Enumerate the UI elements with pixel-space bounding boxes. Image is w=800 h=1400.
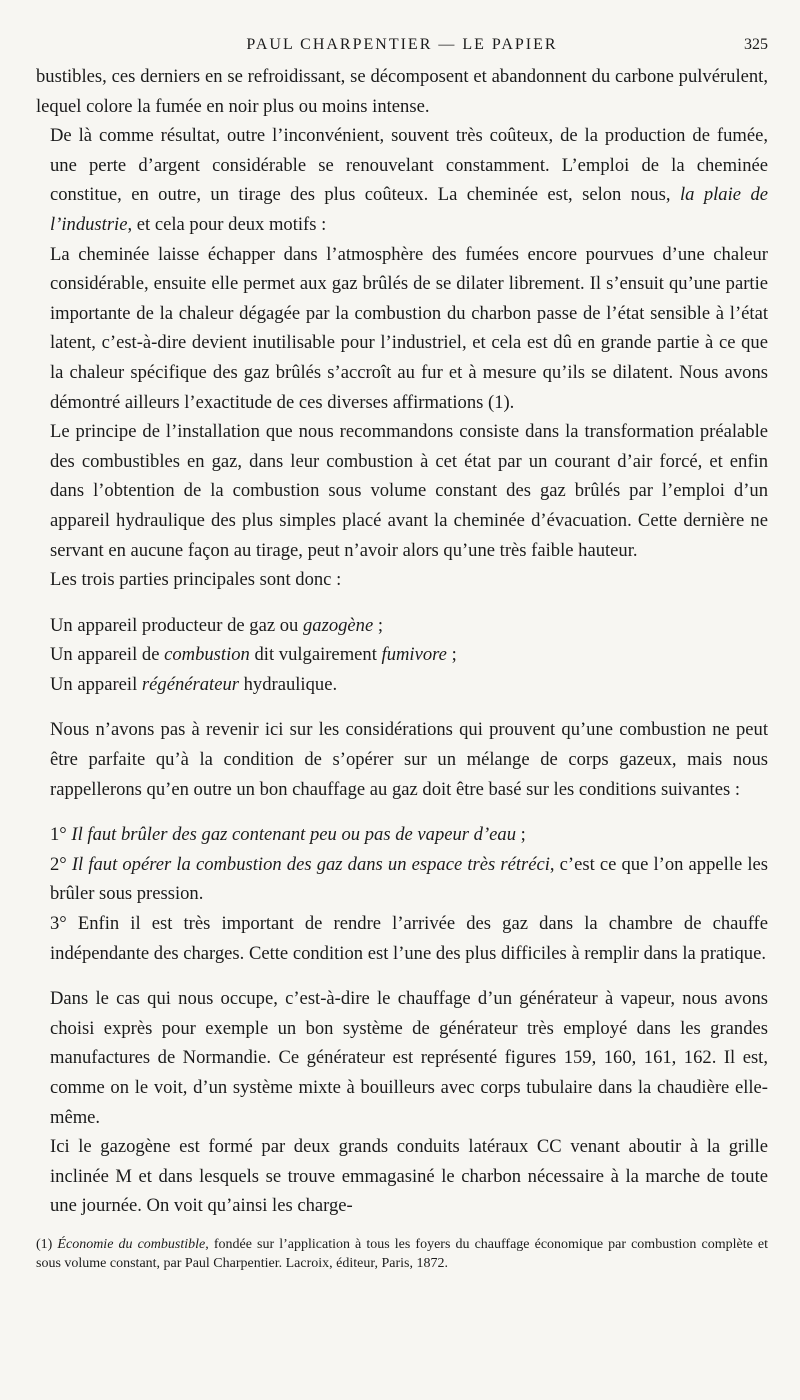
body-text bbox=[36, 62, 768, 1221]
footnote-text: , fondée sur l’application à tous les foyers du chauffage économique par combustion complète et sous volume constant, par Paul Charpentier. Lacroix, éditeur, Paris, 1872. bbox=[36, 1236, 769, 1271]
list-item: Un appareil régénérateur hydraulique. bbox=[50, 673, 338, 695]
paragraph: Le principe de l’installation que nous recommandons consiste dans la transformation préalable des combustibles en gaz, dans leur combustion à cet état par un courant d’air forcé, et enfin dans l’obtention de la combustion sous volume constant des gaz brûlés par l’emploi d’un appareil hydraulique des plus simples placé avant la cheminée d’évacuation. Cette dernière ne servant en aucune façon au tirage, peut n’avoir alors qu’une très faible hauteur. bbox=[50, 421, 768, 561]
apparatus-list bbox=[36, 611, 768, 700]
paragraph: Les trois parties principales sont donc : bbox=[50, 569, 342, 591]
paragraph: La cheminée laisse échapper dans l’atmosphère des fumées encore pourvues d’une chaleur considérable, ensuite elle permet aux gaz brûlés de se dilater librement. Il s’ensuit qu’une partie importante de la chaleur dégagée par la combustion du charbon passe de l’état sensible à l’état latent, c’est-à-dire devient inutilisable pour l’industriel, et cela est dû en grande partie à ce que la chaleur spécifique des gaz brûlés s’accroît au fur et à mesure qu’ils se dilatent. Nous avons démontré ailleurs l’exactitude de ces diverses affirmations (1). bbox=[50, 243, 768, 413]
running-head: PAUL CHARPENTIER — LE PAPIER bbox=[246, 36, 558, 53]
list-item: Un appareil de combustion dit vulgairement fumivore ; bbox=[50, 644, 457, 666]
page-header bbox=[36, 36, 768, 62]
page-number: 325 bbox=[744, 36, 768, 53]
conditions-list bbox=[36, 820, 768, 968]
paragraph: De là comme résultat, outre l’inconvénient, souvent très coûteux, de la production de fumée, une perte d’argent considérable se renouvelant constamment. L’emploi de la cheminée constitue, en outre, un tirage des plus coûteux. La cheminée est, selon nous, la plaie de l’industrie, et cela pour deux motifs : bbox=[50, 125, 768, 235]
footnote-title: Économie du combustible bbox=[57, 1236, 206, 1252]
paragraph: Ici le gazogène est formé par deux grands conduits latéraux CC venant aboutir à la grille inclinée M et dans lesquels se trouve emmagasiné le charbon nécessaire à la marche de toute une journée. On voit qu’ainsi les charge- bbox=[50, 1136, 768, 1217]
paragraph: Dans le cas qui nous occupe, c’est-à-dire le chauffage d’un générateur à vapeur, nous avons choisi exprès pour exemple un bon système de générateur très employé dans les grandes manufactures de Normandie. Ce générateur est représenté figures 159, 160, 161, 162. Il est, comme on le voit, d’un système mixte à bouilleurs avec corps tubulaire dans la chaudière elle-même. bbox=[50, 988, 768, 1128]
footnote-mark: (1) bbox=[36, 1236, 53, 1252]
paragraph: bustibles, ces derniers en se refroidissant, se décomposent et abandonnent du carbone pulvérulent, lequel colore la fumée en noir plus ou moins intense. bbox=[36, 66, 768, 117]
condition-item: 1° Il faut brûler des gaz contenant peu ou pas de vapeur d’eau ; bbox=[50, 824, 526, 846]
footnote bbox=[36, 1235, 768, 1273]
condition-item: 2° Il faut opérer la combustion des gaz dans un espace très rétréci, c’est ce que l’on appelle les brûler sous pression. bbox=[50, 853, 769, 905]
paragraph: Nous n’avons pas à revenir ici sur les considérations qui prouvent qu’une combustion ne peut être parfaite qu’à la condition de s’opérer sur un mélange de corps gazeux, mais nous rappellerons qu’en outre un bon chauffage au gaz doit être basé sur les conditions suivantes : bbox=[50, 719, 768, 800]
list-item: Un appareil producteur de gaz ou gazogène ; bbox=[50, 614, 384, 636]
condition-item: 3° Enfin il est très important de rendre l’arrivée des gaz dans la chambre de chauffe indépendante des charges. Cette condition est l’une des plus difficiles à remplir dans la pratique. bbox=[50, 913, 768, 964]
